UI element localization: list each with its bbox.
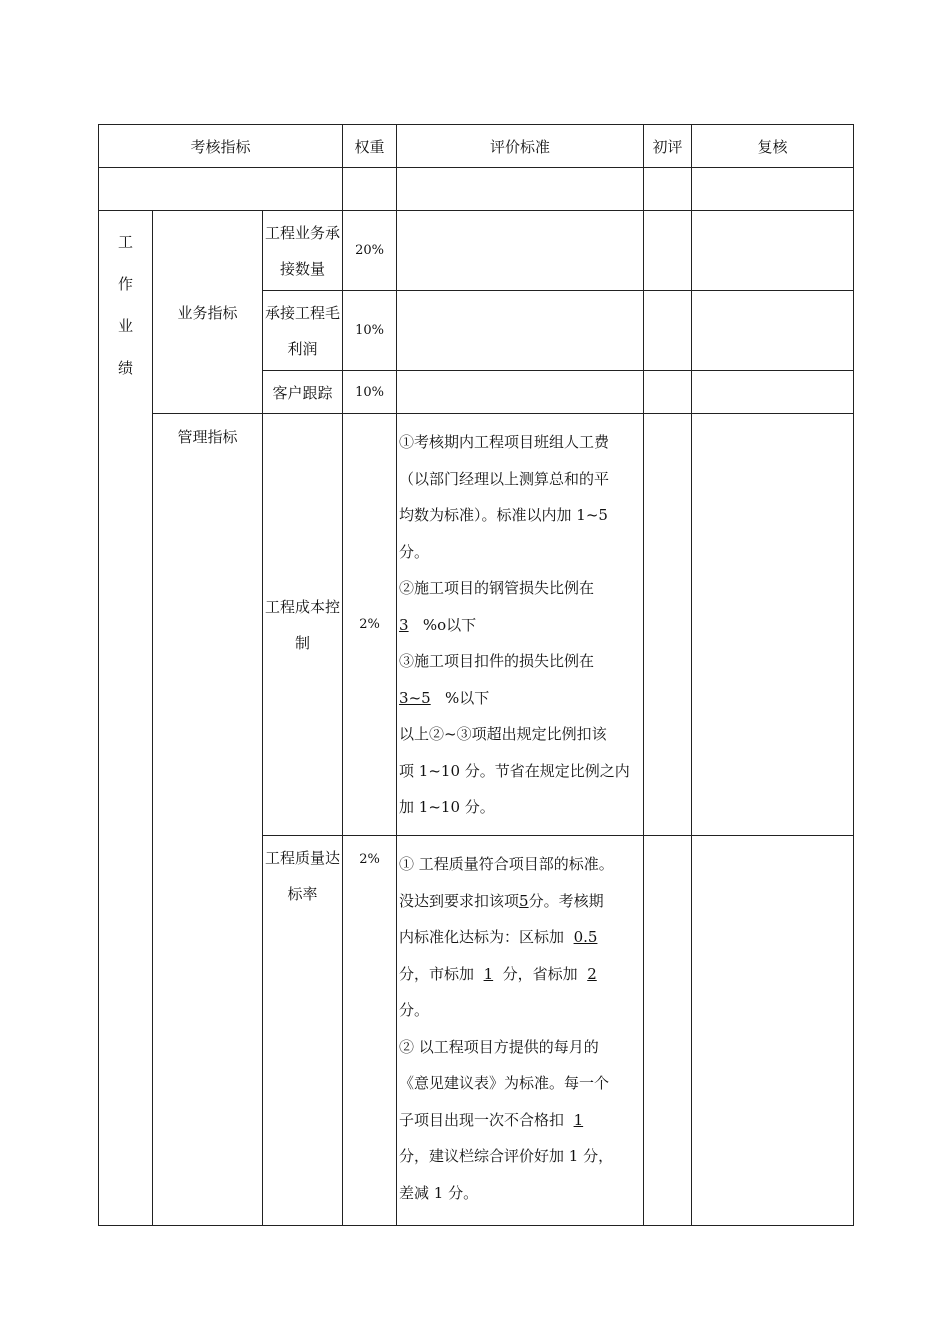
item-name: 工程业务承接数量 [263,211,343,291]
line-text: %o以下 [408,615,477,634]
criteria-line [399,1065,641,1102]
criteria-text [399,424,641,826]
line-text: 没达到要求扣该项 [399,891,520,910]
initial-cell [644,291,692,371]
criteria-line [399,753,641,790]
criteria-line [399,1029,641,1066]
line-text: 分，省标加 [493,964,588,983]
initial-cell [644,836,692,1226]
blank-cell [99,168,343,211]
criteria-line [399,846,641,883]
line-text: 分。 [399,542,430,561]
assessment-table [98,124,854,1226]
line-text: 分，市标加 [399,964,484,983]
underlined-value: 5 [519,891,529,910]
blank-cell [343,168,397,211]
line-text: ①考核期内工程项目班组人工费 [399,433,610,451]
criteria-line [399,716,641,753]
criteria-line [399,461,641,498]
blank-cell [644,168,692,211]
criteria-cell [397,371,644,414]
underlined-value: 3~5 [399,688,431,707]
item-name: 客户跟踪 [263,371,343,414]
underlined-value: 0.5 [573,928,598,946]
line-text: 分，建议栏综合评价好加 1 分， [399,1147,614,1165]
criteria-line [399,424,641,461]
management-label: 管理指标 [153,414,263,1226]
review-cell [692,211,854,291]
underlined-value: 2 [587,964,597,983]
criteria-line [399,1102,641,1139]
criteria-line [399,680,641,717]
category-label: 工作业绩 [117,233,133,377]
criteria-line [399,570,641,607]
item-weight: 2% [343,414,397,836]
criteria-cost [397,414,644,836]
line-text: ③施工项目扣件的损失比例在 [399,652,595,670]
criteria-quality [397,836,644,1226]
header-indicator: 考核指标 [99,125,343,168]
line-text: （以部门经理以上测算总和的平 [399,469,610,488]
initial-cell [644,371,692,414]
blank-cell [692,168,854,211]
criteria-line [399,919,641,956]
criteria-line [399,643,641,680]
criteria-cell [397,291,644,371]
item-name: 工程质量达标率 [263,836,343,1226]
underlined-value: 1 [573,1110,584,1129]
item-weight: 10% [343,371,397,414]
criteria-text [399,846,641,1211]
line-text: 子项目出现一次不合格扣 [399,1110,574,1129]
review-cell [692,414,854,836]
criteria-cell [397,211,644,291]
line-text: %以下 [430,688,490,707]
blank-row [99,168,854,211]
item-weight: 20% [343,211,397,291]
initial-cell [644,414,692,836]
line-text: ① 工程质量符合项目部的标准。 [399,855,614,873]
line-text: 以上②~③项超出规定比例扣该 [399,725,607,743]
criteria-line [399,607,641,644]
criteria-line [399,1138,641,1175]
criteria-line [399,992,641,1029]
line-text: ②施工项目的钢管损失比例在 [399,579,595,597]
business-label: 业务指标 [153,211,263,414]
item-name: 工程成本控制 [263,414,343,836]
criteria-line [399,1175,641,1212]
line-text: 差减 1 分。 [399,1183,479,1202]
line-text: 分。 [399,1001,430,1019]
review-cell [692,836,854,1226]
criteria-line [399,883,641,920]
item-weight: 10% [343,291,397,371]
review-cell [692,291,854,371]
line-text: 内标准化达标为：区标加 [399,928,574,946]
initial-cell [644,211,692,291]
item-name: 承接工程毛利润 [263,291,343,371]
review-cell [692,371,854,414]
blank-cell [397,168,644,211]
underlined-value: 1 [483,964,494,983]
underlined-value: 3 [399,615,409,634]
criteria-line [399,534,641,571]
line-text: 加 1~10 分。 [399,798,495,816]
table-row [99,211,854,291]
header-weight: 权重 [343,125,397,168]
header-initial: 初评 [644,125,692,168]
header-criteria: 评价标准 [397,125,644,168]
category-cell [99,211,153,1226]
line-text: ② 以工程项目方提供的每月的 [399,1037,599,1056]
header-review: 复核 [692,125,854,168]
header-row [99,125,854,168]
line-text: 《意见建议表》为标准。每一个 [399,1074,610,1092]
criteria-line [399,497,641,534]
line-text: 分。考核期 [528,891,604,910]
criteria-line [399,789,641,826]
criteria-line [399,956,641,993]
table-row [99,414,854,836]
item-weight: 2% [343,836,397,1226]
line-text: 均数为标准）。标准以内加 1~5 [399,506,608,524]
line-text: 项 1~10 分。节省在规定比例之内 [399,761,630,780]
